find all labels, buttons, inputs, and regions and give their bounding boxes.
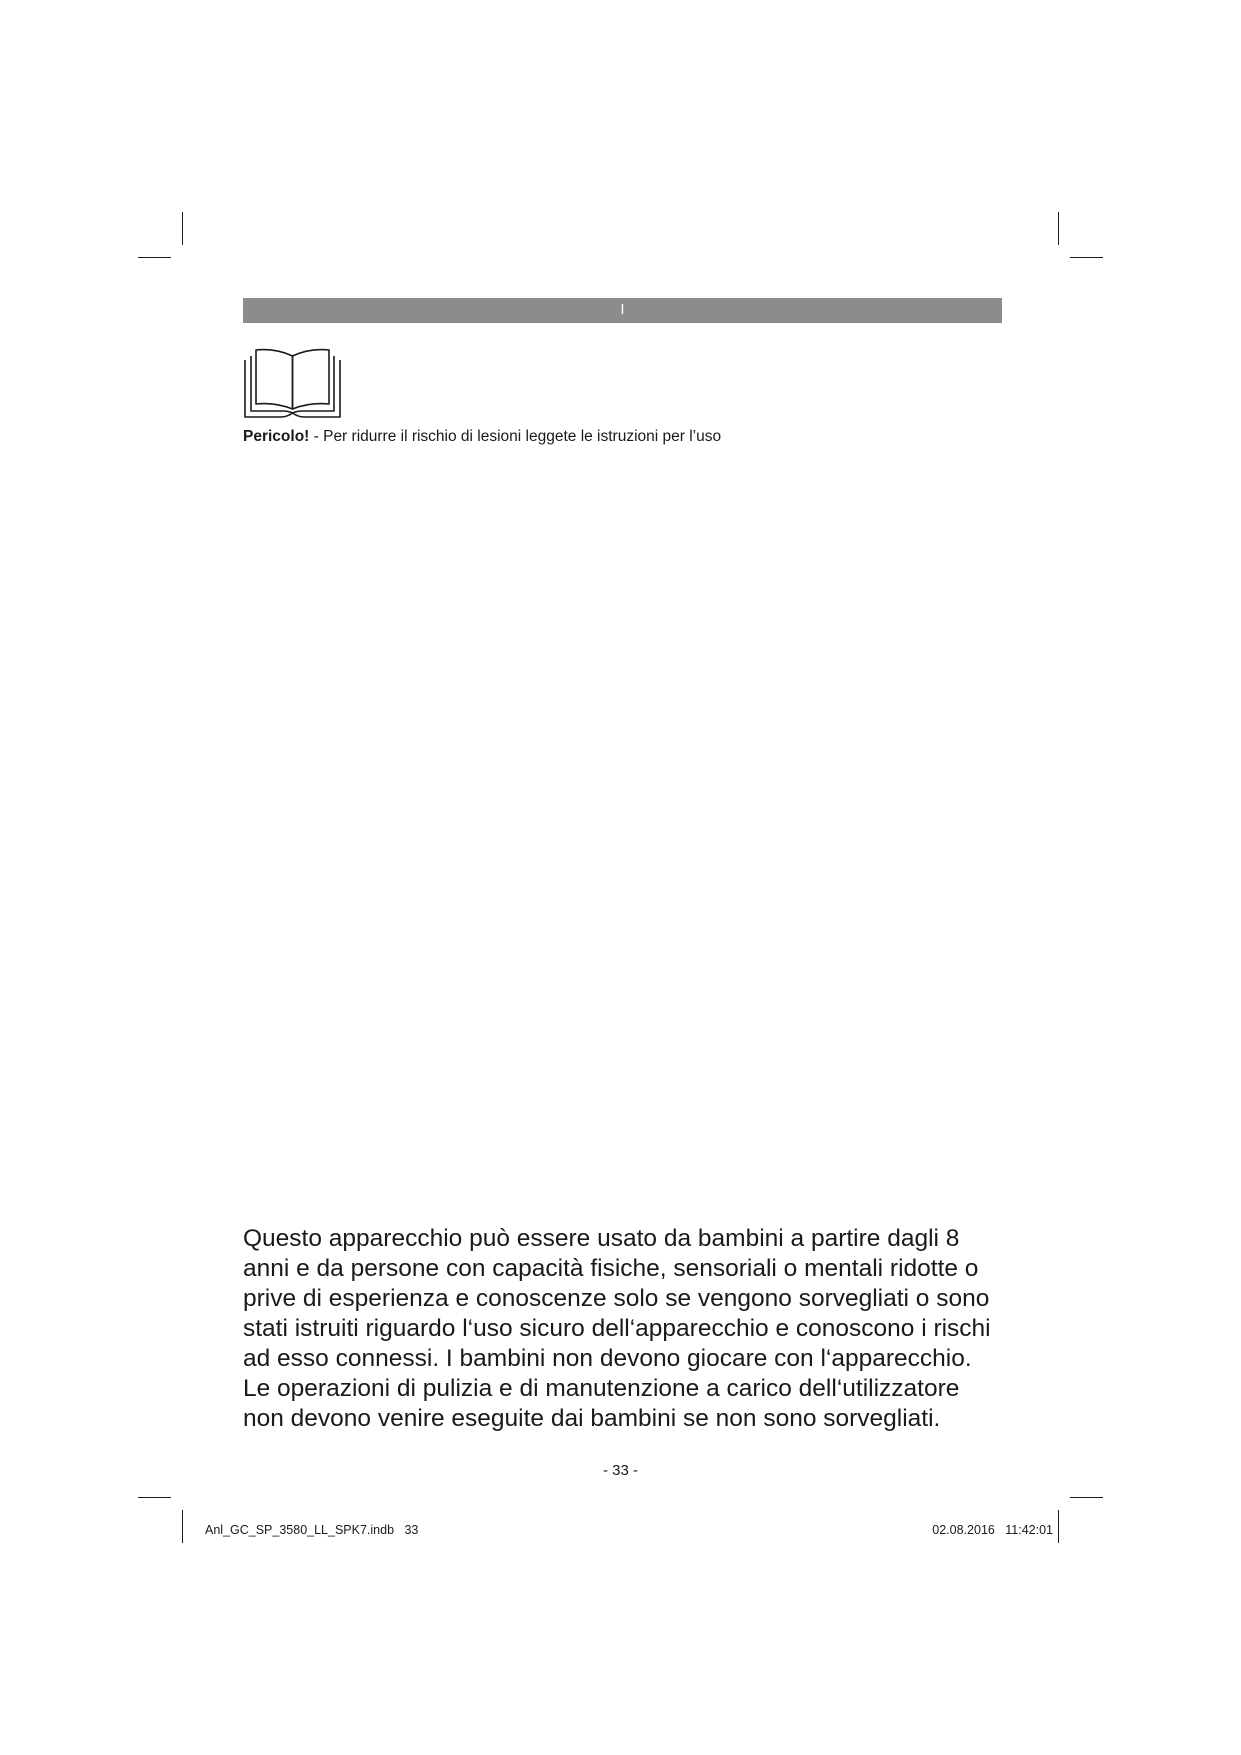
crop-mark-bottom-right-horizontal [1070,1497,1103,1498]
crop-mark-bottom-left-horizontal [138,1497,171,1498]
paragraph-line: ad esso connessi. I bambini non devono giocare con l‘apparecchio. [243,1345,972,1372]
footer-file-name: Anl_GC_SP_3580_LL_SPK7.indb 33 [205,1523,419,1537]
safety-paragraph [243,1224,1013,1434]
paragraph-line: non devono venire eseguite dai bambini se non sono sorvegliati. [243,1405,941,1432]
crop-mark-top-right-vertical [1058,212,1059,245]
page-number: - 33 - [602,1462,638,1479]
crop-mark-top-left-vertical [182,212,183,245]
warning-text: - Per ridurre il rischio di lesioni leggete le istruzioni per l’uso [309,428,722,445]
crop-mark-top-left-horizontal [138,257,171,258]
paragraph-line: Le operazioni di pulizia e di manutenzione a carico dell‘utilizzatore [243,1375,960,1402]
footer-timestamp: 02.08.2016 11:42:01 [932,1523,1053,1537]
paragraph-line: prive di esperienza e conoscenze solo se vengono sorvegliati o sono [243,1285,990,1312]
crop-mark-top-right-horizontal [1070,257,1103,258]
open-book-icon [243,347,342,419]
language-header-bar [243,298,1002,323]
paragraph-line: stati istruiti riguardo l‘uso sicuro dell‘apparecchio e conoscono i rischi [243,1315,991,1342]
language-label: I [620,301,625,318]
warning-label: Pericolo! [243,428,310,445]
crop-mark-bottom-left-vertical [182,1510,183,1543]
paragraph-line: anni e da persone con capacità fisiche, sensoriali o mentali ridotte o [243,1255,979,1282]
crop-mark-bottom-right-vertical [1058,1510,1059,1543]
paragraph-line: Questo apparecchio può essere usato da bambini a partire dagli 8 [243,1225,960,1252]
warning-line [243,427,721,447]
